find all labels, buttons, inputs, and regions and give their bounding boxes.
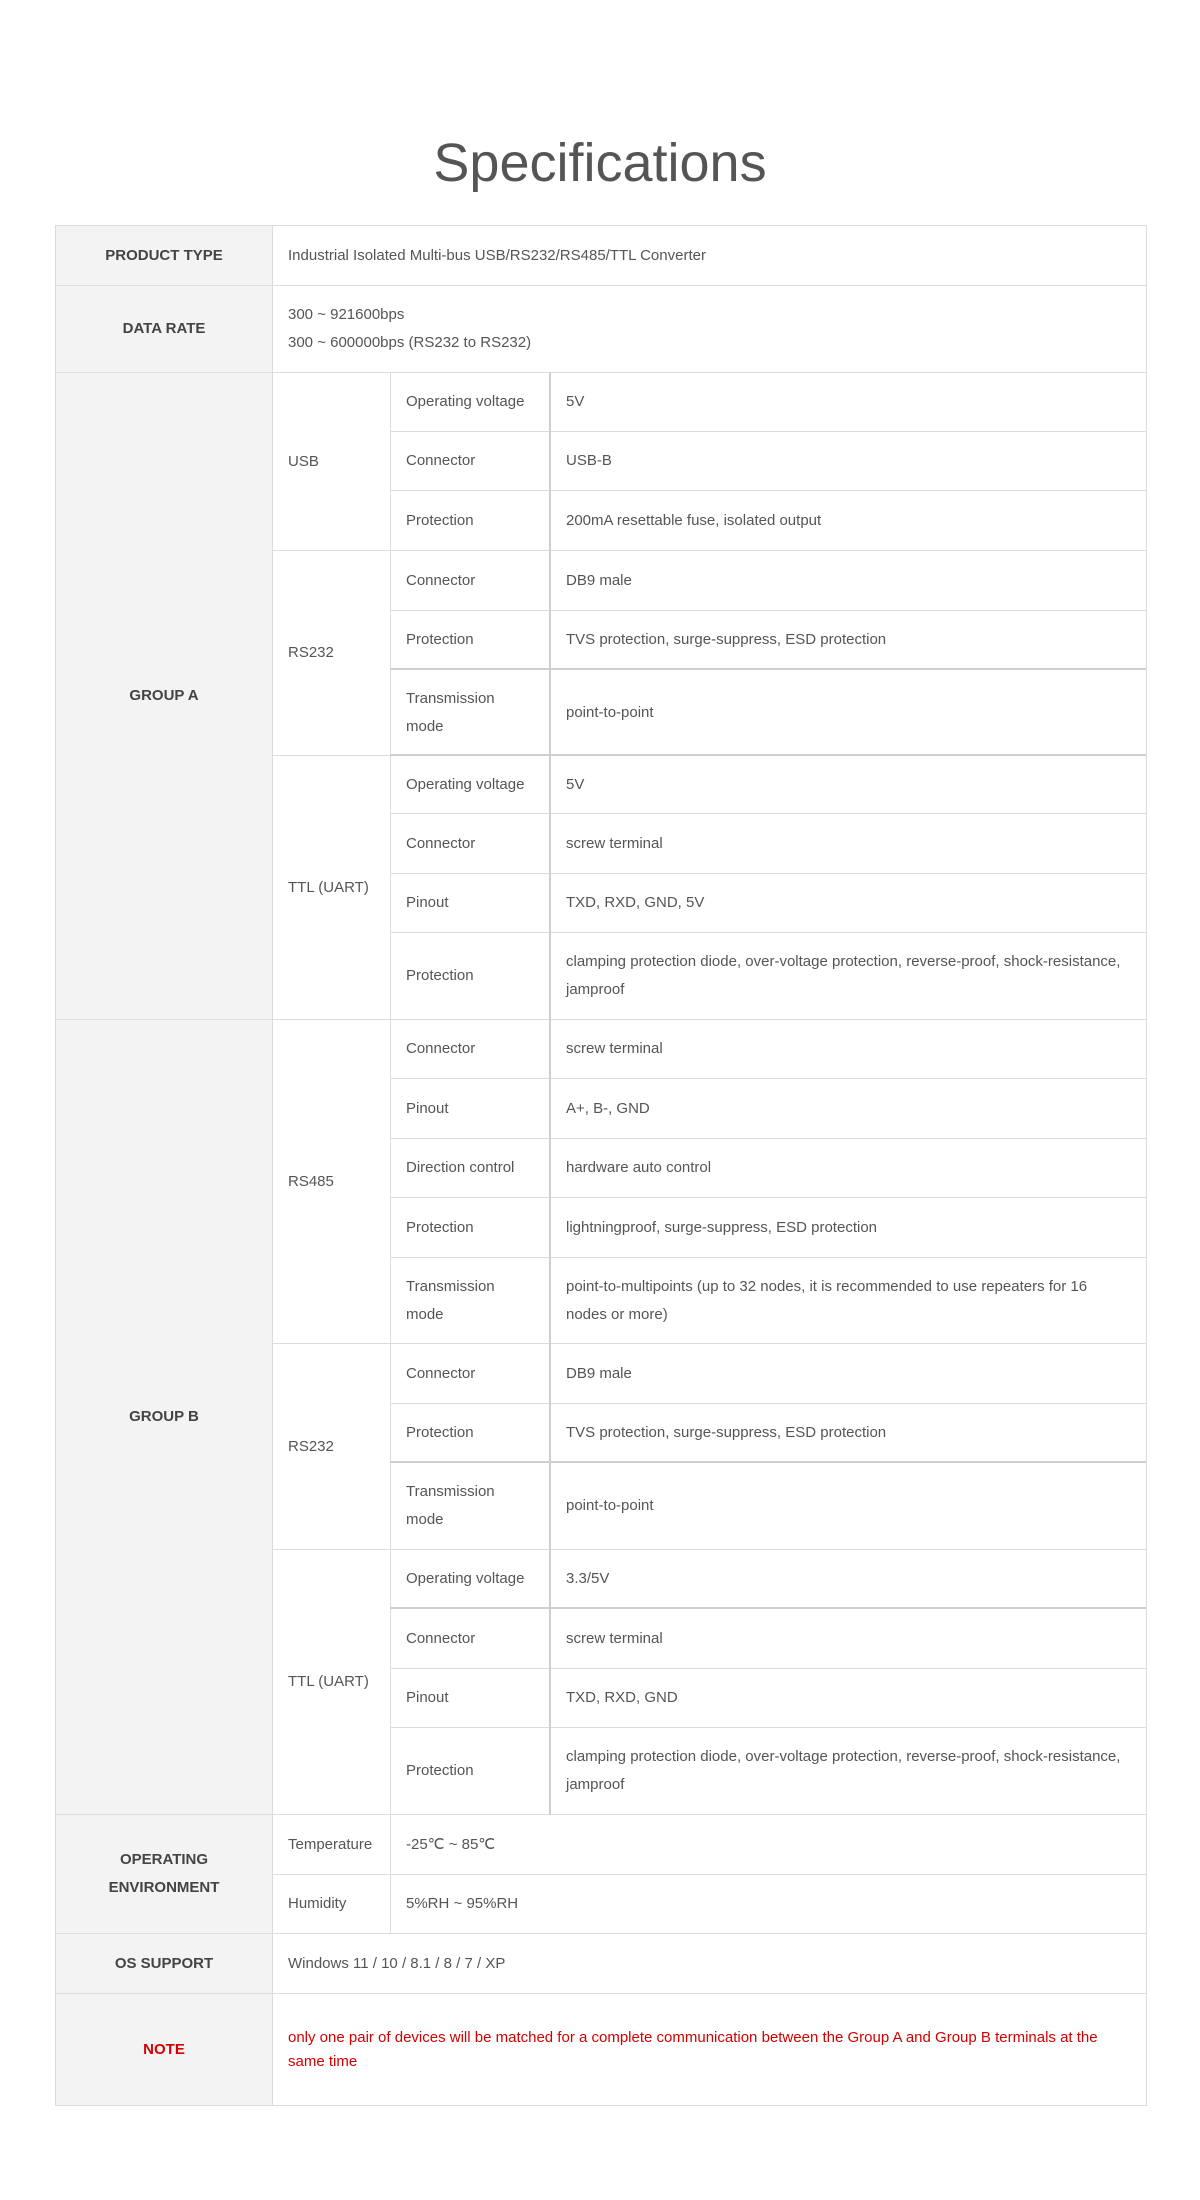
environment-value xyxy=(390,1874,1147,1934)
group-a-rs232-key xyxy=(390,550,551,611)
group-b-rs485-key xyxy=(390,1078,551,1139)
group-b-rs232-key xyxy=(390,1343,551,1404)
group-b-rs485-key xyxy=(390,1138,551,1198)
group-b-rs232-value xyxy=(550,1343,1147,1404)
group-a-rs232-key-text: Transmission mode xyxy=(406,689,495,735)
group-a-ttl-value xyxy=(550,932,1147,1020)
group-a-ttl-key xyxy=(390,755,551,814)
group-a-rs232-key-text: Connector xyxy=(406,571,476,589)
group-a-ttl-value-text: 5V xyxy=(566,775,585,793)
os-support-label-text: OS SUPPORT xyxy=(114,1954,214,1972)
column-divider xyxy=(549,1019,551,1814)
group-b-ttl-key-text: Operating voltage xyxy=(406,1570,525,1587)
group-a-ttl-key xyxy=(390,873,551,933)
group-a-usb-label-text: USB xyxy=(288,452,319,470)
environment-value-text: -25℃ ~ 85℃ xyxy=(406,1835,496,1853)
group-b-rs485-value xyxy=(550,1078,1147,1139)
group-b-rs485-value xyxy=(550,1257,1147,1344)
group-b-rs232-value-text: TVS protection, surge-suppress, ESD protection xyxy=(566,1424,887,1441)
product-type-value xyxy=(272,225,1147,286)
group-a-label-text: GROUP A xyxy=(129,687,199,704)
group-a-usb-value xyxy=(550,431,1147,491)
data-rate-line: 300 ~ 921600bps xyxy=(288,306,405,323)
group-b-rs232-key xyxy=(390,1403,551,1463)
group-b-rs485-key-text: Direction control xyxy=(406,1159,515,1176)
group-b-ttl-value-text: TXD, RXD, GND xyxy=(566,1689,678,1706)
column-divider xyxy=(549,372,551,1019)
row-divider xyxy=(390,1461,1146,1463)
group-b-ttl-key xyxy=(390,1727,551,1815)
product-type-value-text: Industrial Isolated Multi-bus USB/RS232/RS485/TTL Converter xyxy=(288,246,706,264)
environment-key xyxy=(272,1814,391,1875)
group-b-ttl-value xyxy=(550,1608,1147,1669)
environment-key-text: Humidity xyxy=(288,1895,347,1912)
group-a-usb-key xyxy=(390,490,551,551)
operating-environment-label-text: OPERATING ENVIRONMENT xyxy=(108,1851,220,1896)
data-rate-label xyxy=(55,285,273,373)
group-b-rs485-key-text: Connector xyxy=(406,1040,476,1057)
row-divider xyxy=(390,754,1146,756)
group-b-ttl-value-text: 3.3/5V xyxy=(566,1570,610,1587)
row-divider xyxy=(390,1607,1146,1609)
data-rate-label-text: DATA RATE xyxy=(122,320,206,337)
group-a-usb-key xyxy=(390,372,551,432)
group-b-rs232-label xyxy=(272,1343,391,1550)
group-a-rs232-value xyxy=(550,610,1147,670)
group-b-ttl-label xyxy=(272,1549,391,1815)
group-b-ttl-value xyxy=(550,1549,1147,1609)
group-a-rs232-key xyxy=(390,610,551,670)
group-a-rs232-value xyxy=(550,550,1147,611)
group-a-ttl-label xyxy=(272,755,391,1020)
group-a-ttl-key xyxy=(390,932,551,1020)
group-a-rs232-label-text: RS232 xyxy=(288,644,334,661)
group-b-ttl-value-text: screw terminal xyxy=(566,1629,663,1647)
group-b-ttl-key-text: Pinout xyxy=(406,1689,449,1706)
group-b-ttl-key-text: Protection xyxy=(406,1762,474,1779)
note-value xyxy=(272,1993,1147,2106)
group-b-rs485-value-text: point-to-multipoints (up to 32 nodes, it is recommended to use repeaters for 16 nodes or more) xyxy=(566,1277,1088,1323)
group-b-rs485-key xyxy=(390,1197,551,1258)
group-b-rs232-label-text: RS232 xyxy=(288,1437,334,1455)
product-type-label-text: PRODUCT TYPE xyxy=(105,246,223,264)
group-b-rs485-label xyxy=(272,1019,391,1344)
group-b-rs232-key-text: Connector xyxy=(406,1364,476,1382)
group-b-rs485-value-text: hardware auto control xyxy=(566,1159,712,1176)
group-b-ttl-value-text: clamping protection diode, over-voltage protection, reverse-proof, shock-resistance, jamproof xyxy=(566,1748,1121,1793)
group-b-rs232-value xyxy=(550,1462,1147,1550)
group-a-usb-value xyxy=(550,490,1147,551)
group-b-rs485-key-text: Transmission mode xyxy=(406,1277,495,1323)
group-a-ttl-key-text: Operating voltage xyxy=(406,775,525,793)
os-support-label xyxy=(55,1933,273,1994)
group-a-ttl-value xyxy=(550,813,1147,874)
environment-value xyxy=(390,1814,1147,1875)
group-a-usb-value xyxy=(550,372,1147,432)
note-label xyxy=(55,1993,273,2106)
group-b-rs485-key-text: Protection xyxy=(406,1218,474,1236)
group-a-ttl-key xyxy=(390,813,551,874)
group-b-rs232-value-text: DB9 male xyxy=(566,1364,632,1382)
group-a-rs232-key-text: Protection xyxy=(406,631,474,648)
group-a-ttl-key-text: Connector xyxy=(406,834,476,852)
data-rate-value xyxy=(272,285,1147,373)
group-a-rs232-key xyxy=(390,669,551,756)
group-a-ttl-value xyxy=(550,755,1147,814)
group-a-usb-key-text: Protection xyxy=(406,511,474,529)
environment-value-text: 5%RH ~ 95%RH xyxy=(406,1895,519,1912)
group-b-label xyxy=(55,1019,273,1815)
group-b-rs485-value xyxy=(550,1019,1147,1079)
group-a-rs232-value-text: TVS protection, surge-suppress, ESD protection xyxy=(566,631,887,648)
os-support-value-text: Windows 11 / 10 / 8.1 / 8 / 7 / XP xyxy=(288,1954,506,1972)
os-support-value xyxy=(272,1933,1147,1994)
note-label-text: NOTE xyxy=(143,2040,185,2058)
group-b-rs485-key xyxy=(390,1019,551,1079)
operating-environment-label xyxy=(55,1814,273,1934)
group-a-ttl-value-text: TXD, RXD, GND, 5V xyxy=(566,894,705,911)
group-a-rs232-value-text: DB9 male xyxy=(566,571,632,589)
row-divider xyxy=(390,668,1146,670)
group-b-ttl-key xyxy=(390,1608,551,1669)
group-b-rs485-value xyxy=(550,1197,1147,1258)
environment-key-text: Temperature xyxy=(288,1835,373,1853)
environment-key xyxy=(272,1874,391,1934)
group-b-rs232-key-text: Protection xyxy=(406,1424,474,1441)
group-b-rs232-key xyxy=(390,1462,551,1550)
group-a-usb-value-text: USB-B xyxy=(566,452,612,469)
group-b-label-text: GROUP B xyxy=(129,1408,199,1425)
data-rate-line: 300 ~ 600000bps (RS232 to RS232) xyxy=(288,334,532,351)
group-b-ttl-key xyxy=(390,1549,551,1609)
group-a-usb-key-text: Operating voltage xyxy=(406,393,525,410)
group-b-ttl-key xyxy=(390,1668,551,1728)
group-a-ttl-key-text: Protection xyxy=(406,967,474,984)
group-b-ttl-label-text: TTL (UART) xyxy=(288,1673,369,1690)
group-b-rs485-key-text: Pinout xyxy=(406,1099,449,1117)
page-title: Specifications xyxy=(433,133,767,193)
group-a-ttl-value-text: screw terminal xyxy=(566,834,663,852)
group-b-rs485-value-text: screw terminal xyxy=(566,1040,663,1057)
group-a-ttl-label-text: TTL (UART) xyxy=(288,878,369,896)
group-a-rs232-label xyxy=(272,550,391,756)
group-a-usb-value-text: 200mA resettable fuse, isolated output xyxy=(566,511,822,529)
group-a-usb-key-text: Connector xyxy=(406,452,476,469)
group-a-usb-label xyxy=(272,372,391,551)
group-a-ttl-value-text: clamping protection diode, over-voltage protection, reverse-proof, shock-resistance, jamproof xyxy=(566,953,1121,998)
group-a-usb-value-text: 5V xyxy=(566,393,585,410)
group-b-rs485-key xyxy=(390,1257,551,1344)
group-b-rs232-value-text: point-to-point xyxy=(566,1497,654,1514)
group-a-rs232-value xyxy=(550,669,1147,756)
group-b-ttl-value xyxy=(550,1668,1147,1728)
group-a-usb-key xyxy=(390,431,551,491)
group-a-ttl-key-text: Pinout xyxy=(406,894,449,911)
group-b-rs485-value-text: lightningproof, surge-suppress, ESD protection xyxy=(566,1218,878,1236)
group-b-rs485-value xyxy=(550,1138,1147,1198)
group-b-rs232-key-text: Transmission mode xyxy=(406,1483,495,1528)
group-b-ttl-key-text: Connector xyxy=(406,1629,476,1647)
group-a-ttl-value xyxy=(550,873,1147,933)
note-value-text: only one pair of devices will be matched for a complete communication between the Group A and Group B terminals at the same time xyxy=(288,2028,1098,2070)
group-b-rs232-value xyxy=(550,1403,1147,1463)
group-b-rs485-value-text: A+, B-, GND xyxy=(566,1099,650,1117)
group-b-ttl-value xyxy=(550,1727,1147,1815)
product-type-label xyxy=(55,225,273,286)
group-b-rs485-label-text: RS485 xyxy=(288,1172,334,1190)
group-a-label xyxy=(55,372,273,1020)
group-a-rs232-value-text: point-to-point xyxy=(566,703,654,721)
